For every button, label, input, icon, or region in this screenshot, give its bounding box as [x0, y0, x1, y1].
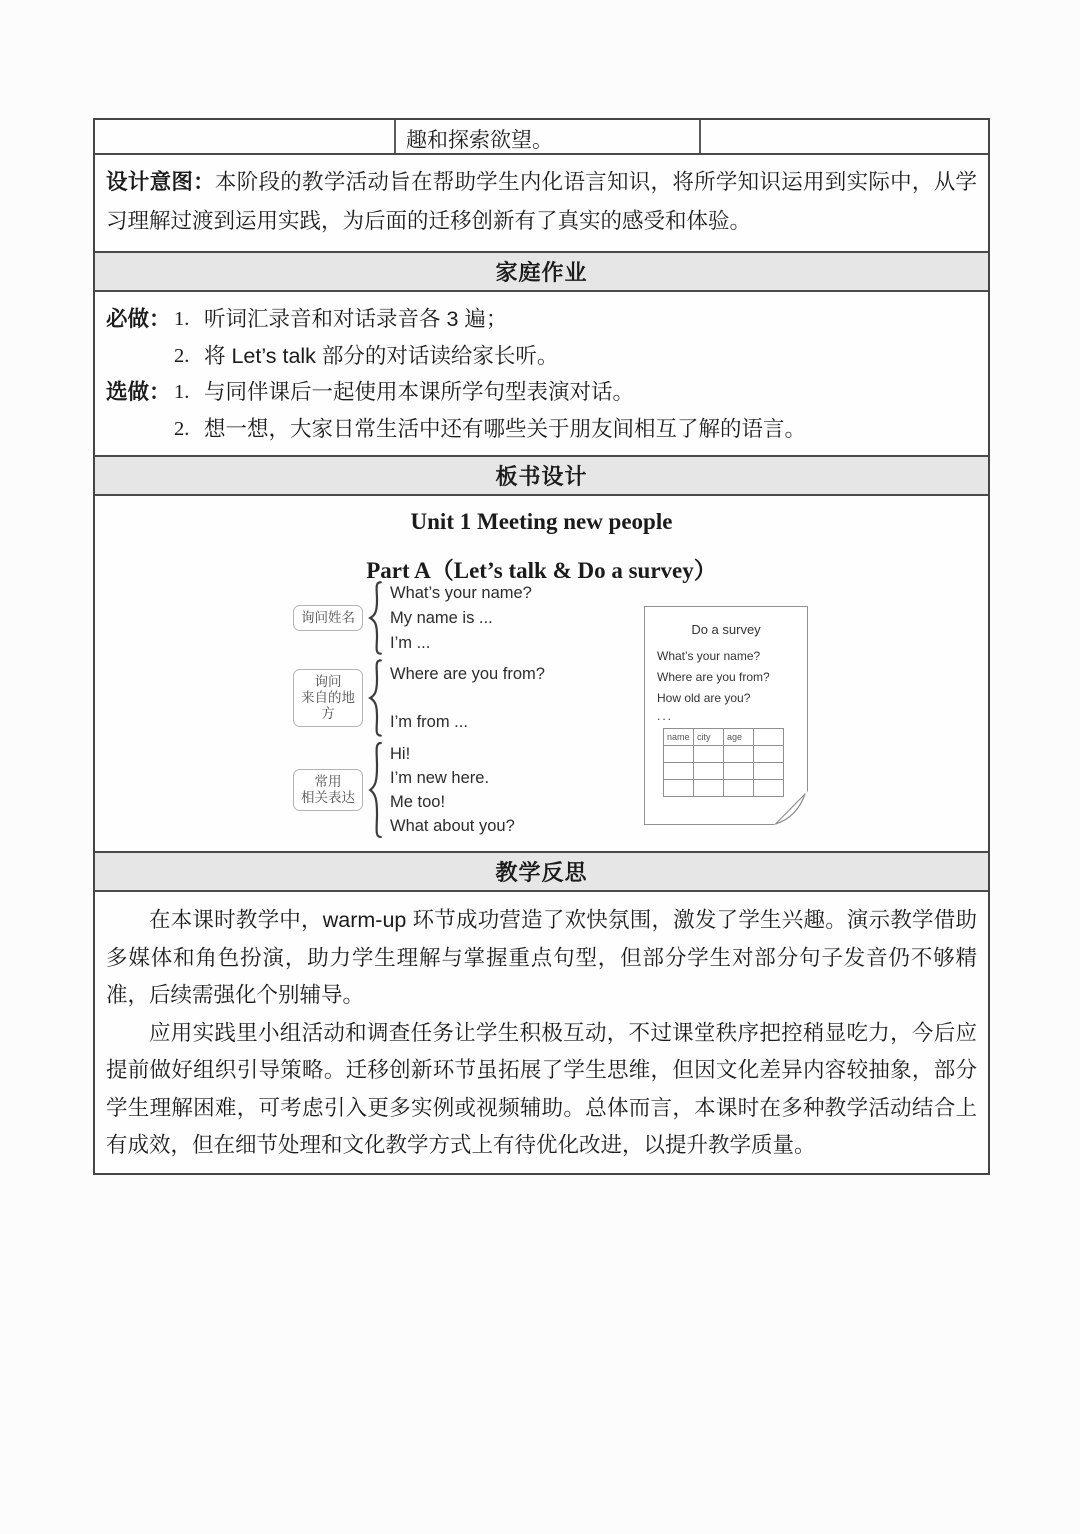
design-intent-label: 设计意图： [106, 170, 215, 194]
group-label-line: 询问姓名 [301, 610, 355, 625]
homework-optional-item-2 [106, 411, 977, 448]
curly-brace-icon [368, 580, 383, 656]
board-header-band [95, 457, 988, 496]
reflection-section [95, 892, 988, 1173]
item-text: 将 Let’s talk 部分的对话读给家长听。 [204, 343, 559, 368]
phrase-item: What about you? [390, 817, 515, 835]
homework-optional-item-1 [106, 374, 977, 411]
homework-section [95, 292, 988, 457]
bracket-group-ask-origin [293, 658, 545, 738]
survey-table-empty-row [664, 746, 784, 763]
design-intent-row [95, 155, 988, 253]
phrase-item: I’m from ... [390, 713, 468, 731]
item-number: 2. [174, 344, 190, 367]
phrase-item: Me too! [390, 793, 446, 811]
lesson-plan-table [93, 118, 990, 1175]
board-subtitle: Part A（Let’s talk & Do a survey） [366, 558, 717, 583]
reflection-header-text: 教学反思 [495, 860, 588, 885]
bracket-group-common-expressions [293, 740, 515, 840]
top-row-left-cell [95, 120, 396, 153]
curly-brace-icon [368, 658, 383, 738]
survey-column-header: age [724, 729, 754, 746]
phrase-item: I’m ... [390, 633, 431, 652]
group-label-box [293, 605, 363, 631]
phrase-item: What’s your name? [390, 583, 532, 602]
item-number: 2. [174, 417, 190, 440]
bracket-group-ask-name [293, 580, 532, 656]
phrase-item: Hi! [390, 745, 411, 763]
phrase-list [390, 581, 532, 656]
survey-question: What’s your name? [657, 649, 761, 663]
group-label-line: 询问 [314, 674, 342, 689]
survey-table-empty-row [664, 763, 784, 780]
survey-column-header: name [664, 729, 694, 746]
board-header-text: 板书设计 [495, 464, 588, 489]
phrase-item: Where are you from? [390, 665, 545, 683]
homework-required-item-1 [106, 301, 977, 338]
design-intent-text: 本阶段的教学活动旨在帮助学生内化语言知识，将所学知识运用到实际中，从学习理解过渡到运用实践，为后面的迁移创新有了真实的感受和体验。 [106, 170, 977, 233]
top-row-right-cell [701, 120, 988, 153]
reflection-header-band [95, 853, 988, 892]
homework-header-band [95, 253, 988, 292]
phrase-list [390, 663, 545, 733]
item-number: 1. [174, 308, 190, 330]
survey-table-empty-row [664, 780, 784, 797]
survey-column-header [754, 729, 784, 746]
survey-paper [644, 606, 808, 825]
reflection-paragraph: 在本课时教学中，warm-up 环节成功营造了欢快氛围，激发了学生兴趣。演示教学借助多媒体和角色扮演，助力学生理解与掌握重点句型，但部分学生对部分句子发音仍不够精准，后续需强化个别辅导。 [106, 908, 977, 1007]
item-number: 1. [174, 381, 190, 403]
curly-brace-icon [368, 740, 383, 840]
group-label-box [293, 769, 363, 811]
survey-question: Where are you from? [657, 670, 770, 684]
phrase-list [390, 742, 515, 838]
required-label: 必做： [106, 307, 171, 331]
top-row-middle-cell: 趣和探索欲望。 [396, 120, 701, 153]
group-label-box [293, 669, 363, 727]
board-design-section [95, 496, 988, 853]
top-row [95, 120, 988, 155]
group-label-line: 相关表达 [301, 790, 355, 805]
phrase-item: My name is ... [390, 608, 493, 627]
group-label-line: 常用 [314, 774, 342, 789]
survey-question: How old are you? [657, 691, 751, 705]
survey-ellipsis: ... [657, 709, 674, 723]
reflection-paragraph: 应用实践里小组活动和调查任务让学生积极互动，不过课堂秩序把控稍显吃力，今后应提前做好组织引导策略。迁移创新环节虽拓展了学生思维，但因文化差异内容较抽象，部分学生理解困难，可考虑引入更多实例或视频辅助。总体而言，本课时在多种教学活动结合上有成效，但在细节处理和文化教学方式上有待优化改进，以提升教学质量。 [106, 1020, 977, 1157]
survey-column-header: city [694, 729, 724, 746]
survey-table-header-row [664, 729, 784, 746]
phrase-item: I’m new here. [390, 769, 490, 787]
homework-required-item-2 [106, 338, 977, 375]
survey-title: Do a survey [691, 622, 761, 637]
folded-corner-icon [774, 791, 808, 825]
survey-table [663, 728, 784, 797]
homework-header-text: 家庭作业 [495, 260, 588, 285]
optional-label: 选做： [106, 380, 171, 404]
group-label-line: 来自的地方 [301, 690, 355, 721]
board-title: Unit 1 Meeting new people [410, 509, 673, 534]
item-text: 想一想，大家日常生活中还有哪些关于朋友间相互了解的语言。 [204, 416, 807, 441]
item-text: 听词汇录音和对话录音各 3 遍； [204, 307, 508, 331]
item-text: 与同伴课后一起使用本课所学句型表演对话。 [204, 380, 635, 404]
